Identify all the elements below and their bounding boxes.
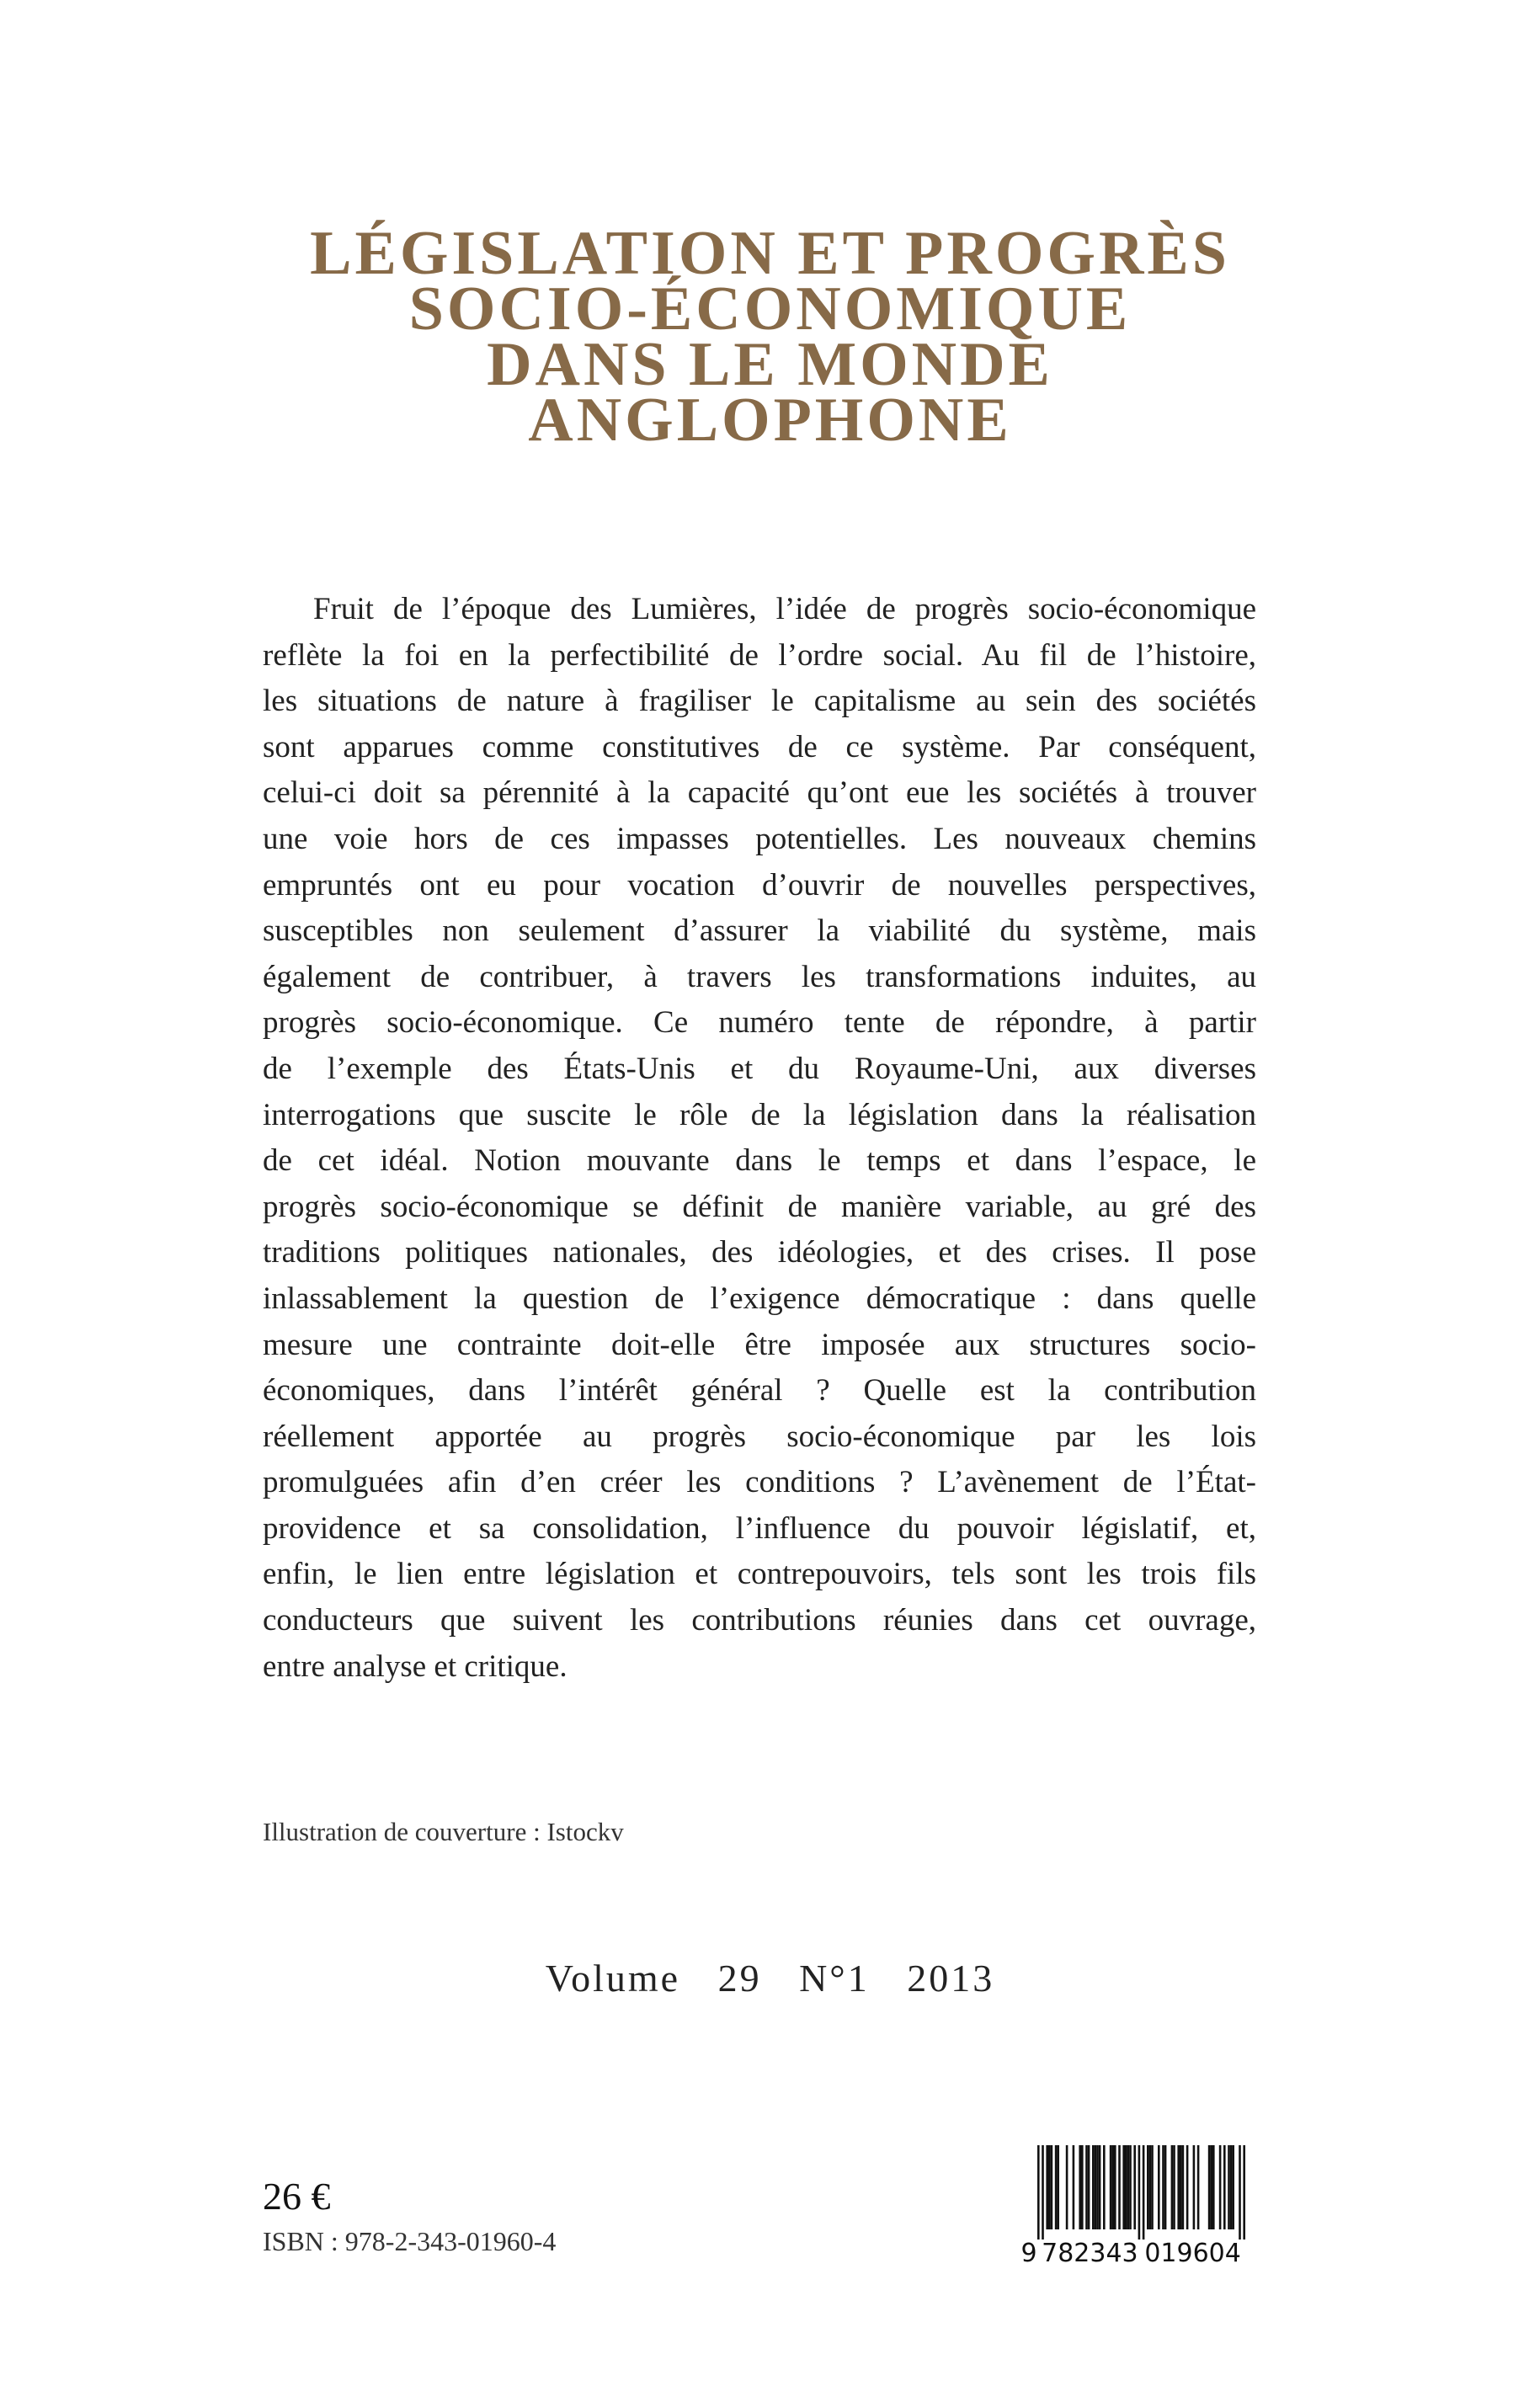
- blurb-line: traditions politiques nationales, des idéologies, et des crises. Il pose: [263, 1235, 1256, 1270]
- blurb-line: reflète la foi en la perfectibilité de l’ordre social. Au fil de l’histoire,: [263, 637, 1256, 673]
- barcode-bar: [1114, 2145, 1116, 2229]
- barcode-bar: [1219, 2145, 1222, 2229]
- barcode-bar: [1164, 2145, 1167, 2229]
- barcode-digits: 9: [1020, 2239, 1037, 2268]
- barcode-digits: 782343: [1042, 2239, 1138, 2268]
- barcode-bar: [1125, 2145, 1127, 2229]
- blurb-line: de cet idéal. Notion mouvante dans le temps et dans l’espace, le: [263, 1143, 1256, 1179]
- barcode-bar: [1158, 2145, 1160, 2229]
- barcode-bar: [1193, 2145, 1196, 2229]
- title-line: ANGLOPHONE: [528, 386, 1012, 455]
- issue-year: 2013: [907, 1957, 995, 2000]
- barcode-bar: [1177, 2145, 1180, 2229]
- barcode-bar: [1149, 2145, 1152, 2229]
- barcode-bar: [1162, 2145, 1164, 2229]
- barcode-bar: [1228, 2145, 1230, 2229]
- blurb-line: progrès socio-économique. Ce numéro tente de répondre, à partir: [263, 1005, 1256, 1041]
- barcode-bar: [1243, 2145, 1245, 2240]
- blurb-line: progrès socio-économique se définit de manière variable, au gré des: [263, 1189, 1256, 1224]
- blurb-line: providence et sa consolidation, l’influence du pouvoir législatif, et,: [263, 1510, 1256, 1546]
- blurb-line: celui-ci doit sa pérennité à la capacité qu’ont eue les sociétés à trouver: [263, 775, 1256, 811]
- isbn: ISBN : 978-2-343-01960-4: [263, 2226, 557, 2256]
- blurb-line: enfin, le lien entre législation et contrepouvoirs, tels sont les trois fils: [263, 1557, 1256, 1592]
- barcode-bar: [1212, 2145, 1215, 2229]
- cover-credit: Illustration de couverture : Istockv: [263, 1817, 624, 1846]
- barcode-bar: [1230, 2145, 1233, 2229]
- barcode-bar: [1208, 2145, 1211, 2229]
- barcode-bar: [1239, 2145, 1241, 2240]
- book-title: [0, 219, 1540, 455]
- blurb-line: conducteurs que suivent les contributions réunies dans cet ouvrage,: [263, 1603, 1256, 1638]
- barcode-bar: [1186, 2145, 1189, 2229]
- barcode-bar: [1118, 2145, 1121, 2229]
- barcode-bar: [1138, 2145, 1141, 2240]
- blurb-line: entre analyse et critique.: [263, 1648, 568, 1684]
- barcode-bar: [1180, 2145, 1182, 2229]
- barcode-bar: [1110, 2145, 1112, 2229]
- barcode-bar: [1197, 2145, 1200, 2229]
- barcode-image: [1020, 2145, 1265, 2280]
- barcode-bar: [1051, 2145, 1053, 2229]
- price: 26 €: [263, 2175, 331, 2218]
- title-line: SOCIO-ÉCONOMIQUE: [408, 274, 1132, 344]
- barcode-bar: [1055, 2145, 1058, 2229]
- blurb-line: promulguées afin d’en créer les conditions ? L’avènement de l’État-: [263, 1465, 1256, 1500]
- blurb-line: également de contribuer, à travers les transformations induites, au: [263, 959, 1256, 994]
- blurb-line: économiques, dans l’intérêt général ? Quelle est la contribution: [263, 1373, 1256, 1409]
- blurb-line: une voie hors de ces impasses potentielles. Les nouveaux chemins: [263, 821, 1256, 856]
- barcode-bar: [1171, 2145, 1174, 2229]
- issue-number: N°1: [799, 1957, 870, 2000]
- barcode-bar: [1079, 2145, 1081, 2229]
- barcode-bar: [1147, 2145, 1149, 2229]
- barcode-bar: [1088, 2145, 1090, 2229]
- blurb-line: empruntés ont eu pour vocation d’ouvrir de nouvelles perspectives,: [263, 867, 1256, 903]
- barcode-bar: [1127, 2145, 1130, 2229]
- blurb-line: inlassablement la question de l’exigence démocratique : dans quelle: [263, 1281, 1256, 1316]
- title-line: DANS LE MONDE: [487, 330, 1053, 399]
- barcode-bar: [1210, 2145, 1212, 2229]
- barcode-bar: [1129, 2145, 1132, 2229]
- issue-volume: Volume 29: [545, 1957, 762, 2000]
- blurb-line: mesure une contrainte doit-elle être imposée aux structures socio-: [263, 1327, 1256, 1362]
- barcode-bar: [1066, 2145, 1068, 2229]
- barcode-bar: [1073, 2145, 1075, 2229]
- barcode-bar: [1081, 2145, 1084, 2229]
- barcode-bar: [1232, 2145, 1234, 2229]
- barcode-bar: [1103, 2145, 1106, 2229]
- blurb-line: sont apparues comme constitutives de ce système. Par conséquent,: [263, 729, 1256, 764]
- blurb-line: les situations de nature à fragiliser le capitalisme au sein des sociétés: [263, 684, 1256, 719]
- barcode-bar: [1143, 2145, 1145, 2240]
- blurb-line: Fruit de l’époque des Lumières, l’idée de progrès socio-économique: [313, 592, 1256, 626]
- title-line: LÉGISLATION ET PROGRÈS: [310, 219, 1230, 288]
- barcode-bar: [1151, 2145, 1154, 2229]
- barcode-bar: [1048, 2145, 1051, 2229]
- barcode-bar: [1046, 2145, 1048, 2229]
- barcode-digits: 019604: [1144, 2239, 1241, 2268]
- barcode-bar: [1122, 2145, 1125, 2229]
- blurb-line: interrogations que suscite le rôle de la législation dans la réalisation: [263, 1097, 1256, 1132]
- barcode-bar: [1111, 2145, 1114, 2229]
- barcode-bar: [1057, 2145, 1059, 2229]
- barcode-bar: [1095, 2145, 1097, 2229]
- barcode-bar: [1037, 2145, 1040, 2240]
- barcode-bar: [1133, 2145, 1136, 2229]
- blurb-line: de l’exemple des États-Unis et du Royaume-Uni, aux diverses: [263, 1051, 1256, 1086]
- barcode-bar: [1223, 2145, 1226, 2229]
- issue-info: [0, 1956, 1540, 2000]
- barcode-bar: [1099, 2145, 1101, 2229]
- blurb-text: [263, 587, 1256, 1690]
- barcode-bar: [1096, 2145, 1099, 2229]
- barcode-bar: [1085, 2145, 1088, 2229]
- blurb-line: susceptibles non seulement d’assurer la viabilité du système, mais: [263, 913, 1256, 949]
- barcode-bar: [1173, 2145, 1175, 2229]
- blurb-line: réellement apportée au progrès socio-économique par les lois: [263, 1419, 1256, 1454]
- barcode-bar: [1092, 2145, 1095, 2229]
- barcode-bar: [1042, 2145, 1044, 2240]
- barcode-bar: [1182, 2145, 1185, 2229]
